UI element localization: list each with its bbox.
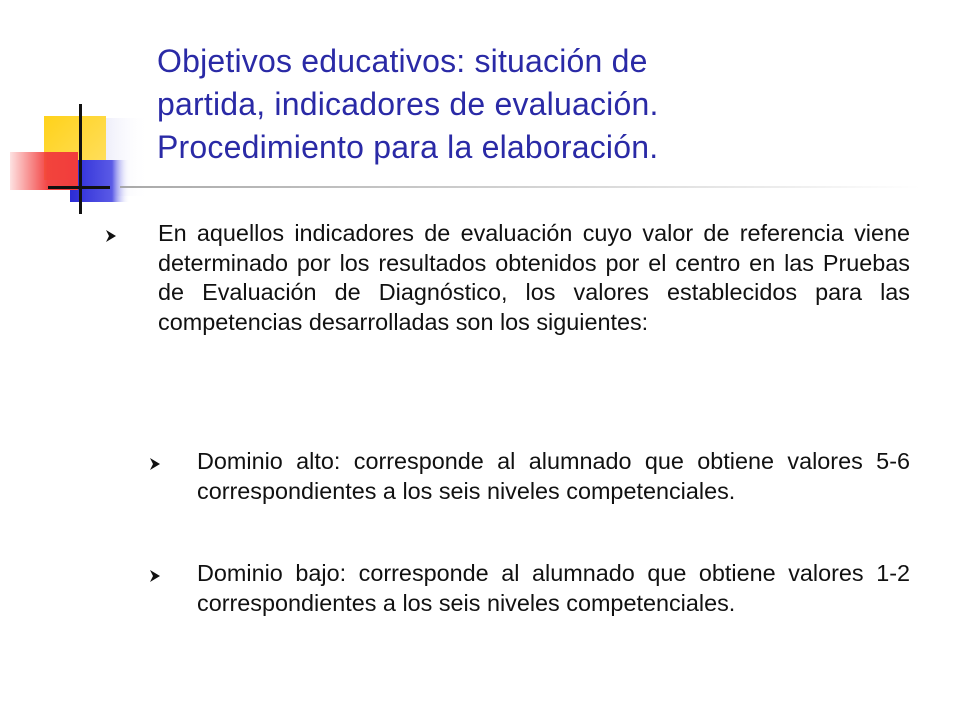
title-divider [120,186,920,188]
title-line-1: Objetivos educativos: situación de [157,43,648,79]
title-line-2: partida, indicadores de evaluación. [157,86,659,122]
overlapping-squares-logo [0,0,150,230]
title-line-3: Procedimiento para la elaboración. [157,129,659,165]
sub-bullet-dominio-bajo: Dominio bajo: corresponde al alumnado que obtiene valores 1-2 correspondientes a los seis niveles competenciales. [197,560,910,616]
arrow-bullet-icon [147,456,163,472]
slide-title [157,40,732,169]
arrow-bullet-icon [147,568,163,584]
main-bullet-text: En aquellos indicadores de evaluación cuyo valor de referencia viene determinado por los resultados obtenidos por el centro en las Pruebas de Evaluación de Diagnóstico, los valores establecidos para las competencias desarrolladas son los siguientes: [158,220,910,335]
sub-bullet-dominio-alto: Dominio alto: corresponde al alumnado que obtiene valores 5-6 correspondientes a los seis niveles competenciales. [197,448,910,504]
arrow-bullet-icon [103,228,119,244]
